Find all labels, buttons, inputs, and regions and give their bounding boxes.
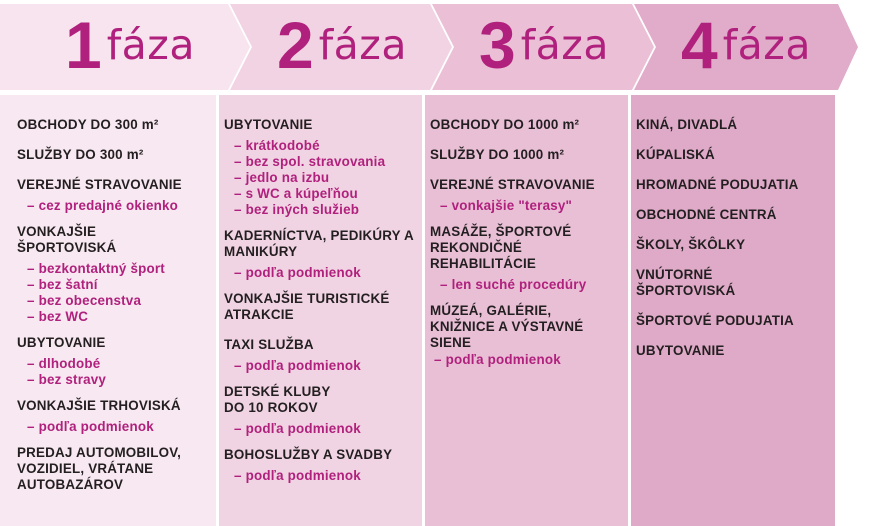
phase-3-item: VEREJNÉ STRAVOVANIE (430, 177, 595, 192)
phase-3-sublist (430, 277, 620, 293)
phase-1-sublist (17, 419, 208, 435)
phase-2-item: UBYTOVANIE (224, 117, 313, 132)
phase-2-sublist (224, 265, 414, 281)
phase-1-item: SLUŽBY DO 300 m² (17, 147, 144, 162)
phase-1-item: PREDAJ AUTOMOBILOV, VOZIDIEL, VRÁTANE AUTOBAZÁROV (17, 445, 182, 492)
phase-3-item: OBCHODY DO 1000 m² (430, 117, 580, 132)
phase-1-subitem: – bez obecenstva (27, 293, 142, 308)
phase-2-subitem: – krátkodobé (234, 138, 320, 153)
phase-2-subitem: – podľa podmienok (234, 265, 361, 280)
phase-3-item: MÚZEÁ, GALÉRIE, KNIŽNICE A VÝSTAVNÉ SIENE (430, 303, 584, 350)
phase-3-item: MASÁŽE, ŠPORTOVÉ REKONDIČNÉ REHABILITÁCIE (430, 224, 572, 271)
phase-4-label (656, 0, 836, 90)
phase-3-subitem: – vonkajšie "terasy" (440, 198, 573, 213)
phase-4-column (631, 95, 835, 526)
phase-2-subitem: – jedlo na izbu (234, 170, 330, 185)
phase-2-item: VONKAJŠIE TURISTICKÉ ATRAKCIE (224, 291, 390, 322)
phase-1-sublist (17, 261, 208, 325)
phase-4-item: VNÚTORNÉ ŠPORTOVISKÁ (636, 267, 736, 298)
phase-3-item: SLUŽBY DO 1000 m² (430, 147, 565, 162)
phase-1-sublist (17, 356, 208, 388)
phase-4-item: ŠKOLY, ŠKÔLKY (636, 237, 746, 252)
phase-2-item: TAXI SLUŽBA (224, 337, 314, 352)
phase-4-number: 4 (681, 8, 717, 82)
phase-1-subitem: – bezkontaktný šport (27, 261, 165, 276)
phase-2-subitem: – s WC a kúpeľňou (234, 186, 358, 201)
phase-4-item: KÚPALISKÁ (636, 147, 715, 162)
phase-1-subitem: – cez predajné okienko (27, 198, 179, 213)
phase-4-item: HROMADNÉ PODUJATIA (636, 177, 799, 192)
phase-2-subitem: – podľa podmienok (234, 421, 361, 436)
phase-3-subitem: – len suché procedúry (440, 277, 587, 292)
phase-2-subitem: – podľa podmienok (234, 358, 361, 373)
phase-2-sublist (224, 358, 414, 374)
phase-2-sublist (224, 421, 414, 437)
phase-3-label (454, 0, 634, 90)
phase-3-sublist (430, 198, 620, 214)
phase-1-item: VONKAJŠIE ŠPORTOVISKÁ (17, 224, 117, 255)
phase-1-item: VONKAJŠIE TRHOVISKÁ (17, 398, 181, 413)
phase-2-column (219, 95, 422, 526)
phase-3-sublist (430, 352, 620, 368)
phase-1-subitem: – dlhodobé (27, 356, 101, 371)
phase-3-subitem: – podľa podmienok (434, 352, 561, 367)
phase-1-sublist (17, 198, 208, 214)
phase-2-item: DETSKÉ KLUBY DO 10 ROKOV (224, 384, 331, 415)
phase-1-column (0, 95, 216, 526)
phase-1-label (40, 0, 220, 90)
phase-3-column (425, 95, 628, 526)
phase-1-subitem: – bez WC (27, 309, 89, 324)
phase-1-item: VEREJNÉ STRAVOVANIE (17, 177, 182, 192)
phase-3-word: fáza (520, 20, 609, 69)
phase-2-number: 2 (277, 8, 313, 82)
phase-1-item: UBYTOVANIE (17, 335, 106, 350)
phase-2-item: BOHOSLUŽBY A SVADBY (224, 447, 393, 462)
phase-1-item: OBCHODY DO 300 m² (17, 117, 159, 132)
phase-2-subitem: – bez spol. stravovania (234, 154, 386, 169)
phase-1-subitem: – bez stravy (27, 372, 107, 387)
phase-1-subitem: – bez šatní (27, 277, 98, 292)
phase-2-subitem: – podľa podmienok (234, 468, 361, 483)
phase-1-number: 1 (65, 8, 101, 82)
phase-2-subitem: – bez iných služieb (234, 202, 360, 217)
phase-2-sublist (224, 468, 414, 484)
phase-2-word: fáza (318, 20, 407, 69)
phase-4-item: UBYTOVANIE (636, 343, 725, 358)
phase-2-sublist (224, 138, 414, 218)
phase-header-bar (0, 0, 870, 90)
phase-3-number: 3 (479, 8, 515, 82)
phase-4-item: KINÁ, DIVADLÁ (636, 117, 738, 132)
phase-2-item: KADERNÍCTVA, PEDIKÚRY A MANIKÚRY (224, 228, 414, 259)
phase-2-label (252, 0, 432, 90)
phase-1-subitem: – podľa podmienok (27, 419, 154, 434)
phase-4-item: OBCHODNÉ CENTRÁ (636, 207, 777, 222)
phase-4-item: ŠPORTOVÉ PODUJATIA (636, 313, 794, 328)
phase-4-word: fáza (722, 20, 811, 69)
phase-1-word: fáza (106, 20, 195, 69)
